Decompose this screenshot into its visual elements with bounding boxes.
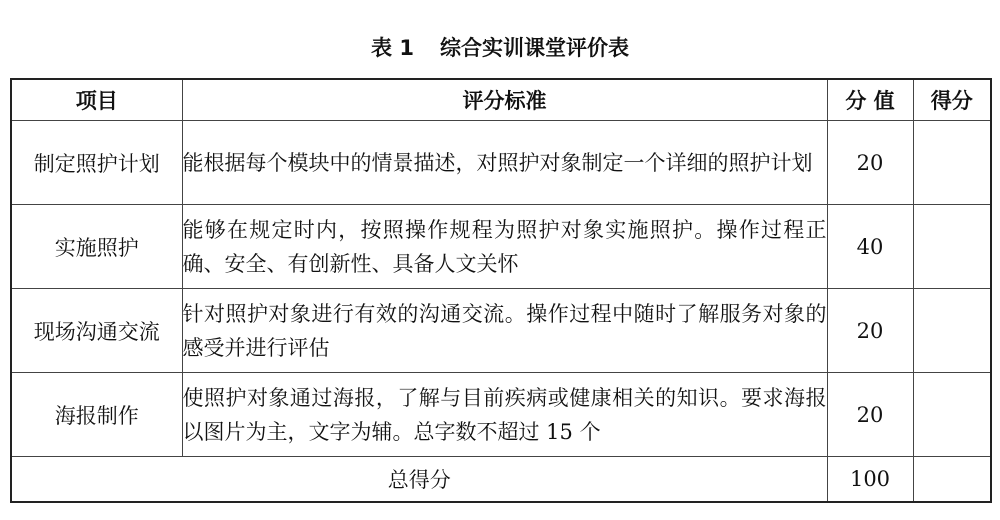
- table-row: [11, 205, 991, 289]
- header-item: 项目: [11, 79, 182, 121]
- criteria-cell: 能够在规定时内，按照操作规程为照护对象实施照护。操作过程正确、安全、有创新性、具备人文关怀: [182, 205, 827, 289]
- table-number: 表 1: [371, 36, 414, 60]
- total-value: 100: [827, 457, 913, 503]
- item-cell: 制定照护计划: [11, 121, 182, 205]
- criteria-cell: 使照护对象通过海报，了解与目前疾病或健康相关的知识。要求海报以图片为主，文字为辅。总字数不超过 15 个: [182, 373, 827, 457]
- item-cell: 实施照护: [11, 205, 182, 289]
- table-title: 综合实训课堂评价表: [439, 36, 629, 60]
- item-cell: 海报制作: [11, 373, 182, 457]
- total-score: [913, 457, 991, 503]
- header-value: 分 值: [827, 79, 913, 121]
- value-cell: 20: [827, 289, 913, 373]
- total-row: [11, 457, 991, 503]
- item-cell: 现场沟通交流: [11, 289, 182, 373]
- header-criteria: 评分标准: [182, 79, 827, 121]
- score-cell: [913, 373, 991, 457]
- score-cell: [913, 121, 991, 205]
- total-label: 总得分: [11, 457, 827, 503]
- value-cell: 20: [827, 121, 913, 205]
- header-score: 得分: [913, 79, 991, 121]
- score-cell: [913, 205, 991, 289]
- table-caption: [0, 34, 1000, 62]
- criteria-cell: 针对照护对象进行有效的沟通交流。操作过程中随时了解服务对象的感受并进行评估: [182, 289, 827, 373]
- value-cell: 20: [827, 373, 913, 457]
- score-cell: [913, 289, 991, 373]
- table-row: [11, 373, 991, 457]
- table-row: [11, 121, 991, 205]
- evaluation-table: [10, 78, 992, 503]
- table-row: [11, 289, 991, 373]
- criteria-cell: 能根据每个模块中的情景描述，对照护对象制定一个详细的照护计划: [182, 121, 827, 205]
- value-cell: 40: [827, 205, 913, 289]
- header-row: [11, 79, 991, 121]
